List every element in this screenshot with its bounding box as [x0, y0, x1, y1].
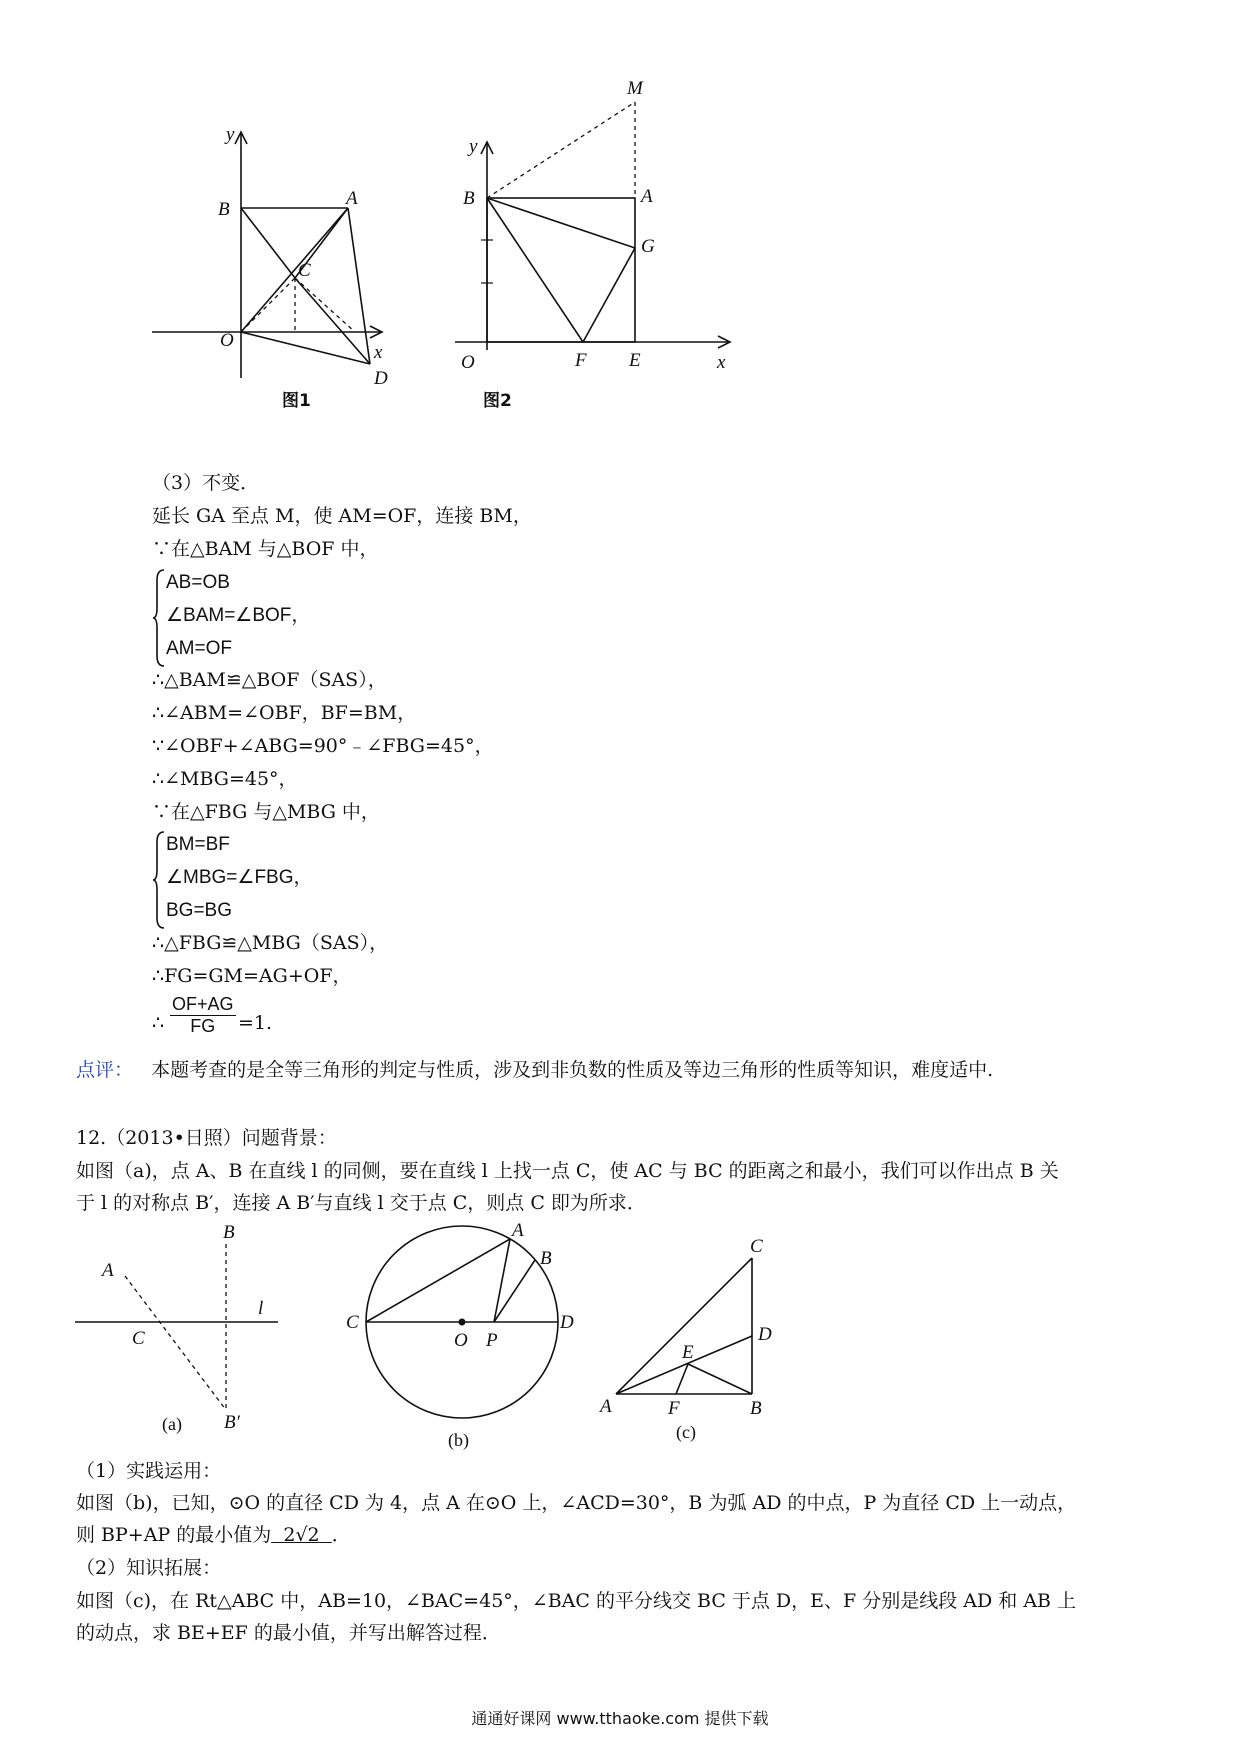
fig-b-label-d: D [560, 1312, 574, 1333]
problem-12-part-1-line-2 [76, 1522, 351, 1548]
fig-b-label-a: A [512, 1220, 524, 1241]
solution-step-congruent-1: ∴△BAM≌△BOF（SAS）， [152, 669, 387, 691]
fig1-label-y: y [226, 124, 235, 145]
fig2-label-x: x [717, 352, 726, 373]
fig-c-label-d: D [758, 1324, 772, 1345]
fig2-label-e: E [629, 350, 641, 371]
fig1-label-o: O [220, 330, 234, 351]
figure-a [70, 1218, 290, 1438]
fig-a-label-l: l [258, 1298, 264, 1319]
fig1-label-a: A [346, 188, 358, 209]
figure-c [596, 1228, 786, 1448]
system-1-eq-1: AB=OB [166, 572, 230, 593]
system-1-eq-2: ∠BAM=∠BOF， [166, 605, 311, 626]
system-2-eq-1: BM=BF [166, 834, 230, 855]
solution-fraction [170, 994, 236, 1037]
fig2-label-y: y [469, 136, 478, 157]
fraction-denominator: FG [190, 1016, 216, 1036]
fraction-numerator: OF+AG [172, 994, 234, 1014]
brace-1 [152, 568, 166, 668]
fig1-label-b: B [218, 199, 230, 220]
footer: 通通好课网 www.tthaoke.com 提供下载 [471, 1709, 769, 1728]
problem-12-background-line-2: 于 l 的对称点 B′，连接 A B′与直线 l 交于点 C，则点 C 即为所求． [76, 1192, 646, 1214]
solution-step-triangles-1: ∵在△BAM 与△BOF 中， [152, 538, 379, 560]
fig2-label-g: G [641, 236, 655, 257]
fig-a-label-a: A [102, 1260, 114, 1281]
problem-12-part-2-line-1: 如图（c)，在 Rt△ABC 中，AB=10，∠BAC=45°，∠BAC 的平分线交 BC 于点 D，E、F 分别是线段 AD 和 AB 上 [76, 1590, 1077, 1612]
problem-12-part-1-line-1: 如图（b)，已知，⊙O 的直径 CD 为 4，点 A 在⊙O 上，∠ACD=30°，B 为弧 AD 的中点，P 为直径 CD 上一动点， [76, 1492, 1077, 1514]
answer-value: 2√2 [283, 1524, 320, 1546]
fig2-label-a: A [641, 186, 653, 207]
fig-a-label-b: B [223, 1222, 235, 1243]
problem-12-background-line-1: 如图（a)，点 A、B 在直线 l 的同侧，要在直线 l 上找一点 C，使 AC 与 BC 的距离之和最小，我们可以作出点 B 关 [76, 1160, 1059, 1182]
solution-step-sum: ∵∠OBF+∠ABG=90°﹣∠FBG=45°， [152, 735, 494, 757]
fig-c-label-b: B [750, 1398, 762, 1419]
fig-a-label-c: C [132, 1328, 145, 1349]
fig-a-caption: (a) [162, 1414, 182, 1434]
system-1 [166, 566, 310, 665]
solution-step-angles: ∴∠ABM=∠OBF，BF=BM， [152, 702, 417, 724]
fig-c-label-e: E [682, 1342, 694, 1363]
fig-b-caption: (b) [448, 1430, 469, 1450]
figure-1 [130, 120, 430, 430]
figure-b [340, 1220, 590, 1452]
problem-12-part-2-title: （2）知识拓展： [76, 1557, 222, 1579]
figure-2 [455, 80, 755, 420]
fig1-label-x: x [374, 342, 383, 363]
system-2-eq-2: ∠MBG=∠FBG， [166, 867, 313, 888]
part-1-question: 则 BP+AP 的最小值为 [76, 1524, 272, 1546]
system-1-eq-3: AM=OF [166, 638, 232, 659]
solution-conclusion-prefix: ∴ [152, 1012, 165, 1034]
fig-b-label-c: C [346, 1312, 359, 1333]
system-2 [166, 828, 313, 927]
fig1-caption: 图1 [282, 391, 311, 411]
part-1-answer [271, 1524, 331, 1546]
fig-b-label-b: B [540, 1248, 552, 1269]
fig-b-label-o: O [454, 1330, 468, 1351]
solution-step-mbg: ∴∠MBG=45°， [152, 768, 298, 790]
fig1-label-d: D [374, 368, 388, 389]
part-1-end: ． [331, 1524, 351, 1546]
fig-b-label-p: P [486, 1330, 498, 1351]
solution-step-intro: （3）不变． [152, 472, 260, 494]
comment-text: 本题考查的是全等三角形的判定与性质，涉及到非负数的性质及等边三角形的性质等知识，难度适中. [151, 1059, 994, 1081]
fig-a-label-b-prime: B′ [224, 1412, 240, 1433]
fig2-caption: 图2 [483, 391, 512, 411]
solution-conclusion-suffix: =1. [238, 1012, 273, 1034]
comment [76, 1057, 993, 1083]
fig1-label-c: C [298, 260, 311, 281]
comment-label: 点评： [76, 1059, 134, 1081]
fig2-label-b: B [463, 188, 475, 209]
problem-12-part-2-line-2: 的动点，求 BE+EF 的最小值，并写出解答过程． [76, 1622, 501, 1644]
fig-c-label-f: F [668, 1398, 680, 1419]
fig-c-label-c: C [750, 1236, 763, 1257]
problem-12-title: 12.（2013•日照）问题背景： [76, 1127, 337, 1149]
fig2-label-o: O [461, 352, 475, 373]
fig2-label-m: M [627, 80, 643, 99]
fig2-label-f: F [575, 350, 587, 371]
problem-12-part-1-title: （1）实践运用： [76, 1460, 222, 1482]
fig-c-caption: (c) [676, 1422, 696, 1442]
solution-step-triangles-2: ∵在△FBG 与△MBG 中， [152, 801, 380, 823]
solution-step-fg: ∴FG=GM=AG+OF， [152, 965, 352, 987]
system-2-eq-3: BG=BG [166, 900, 232, 921]
brace-2 [152, 830, 166, 930]
solution-step-congruent-2: ∴△FBG≌△MBG（SAS）， [152, 932, 389, 954]
solution-step-construct: 延长 GA 至点 M，使 AM=OF，连接 BM， [152, 505, 532, 527]
fig-c-label-a: A [600, 1396, 612, 1417]
